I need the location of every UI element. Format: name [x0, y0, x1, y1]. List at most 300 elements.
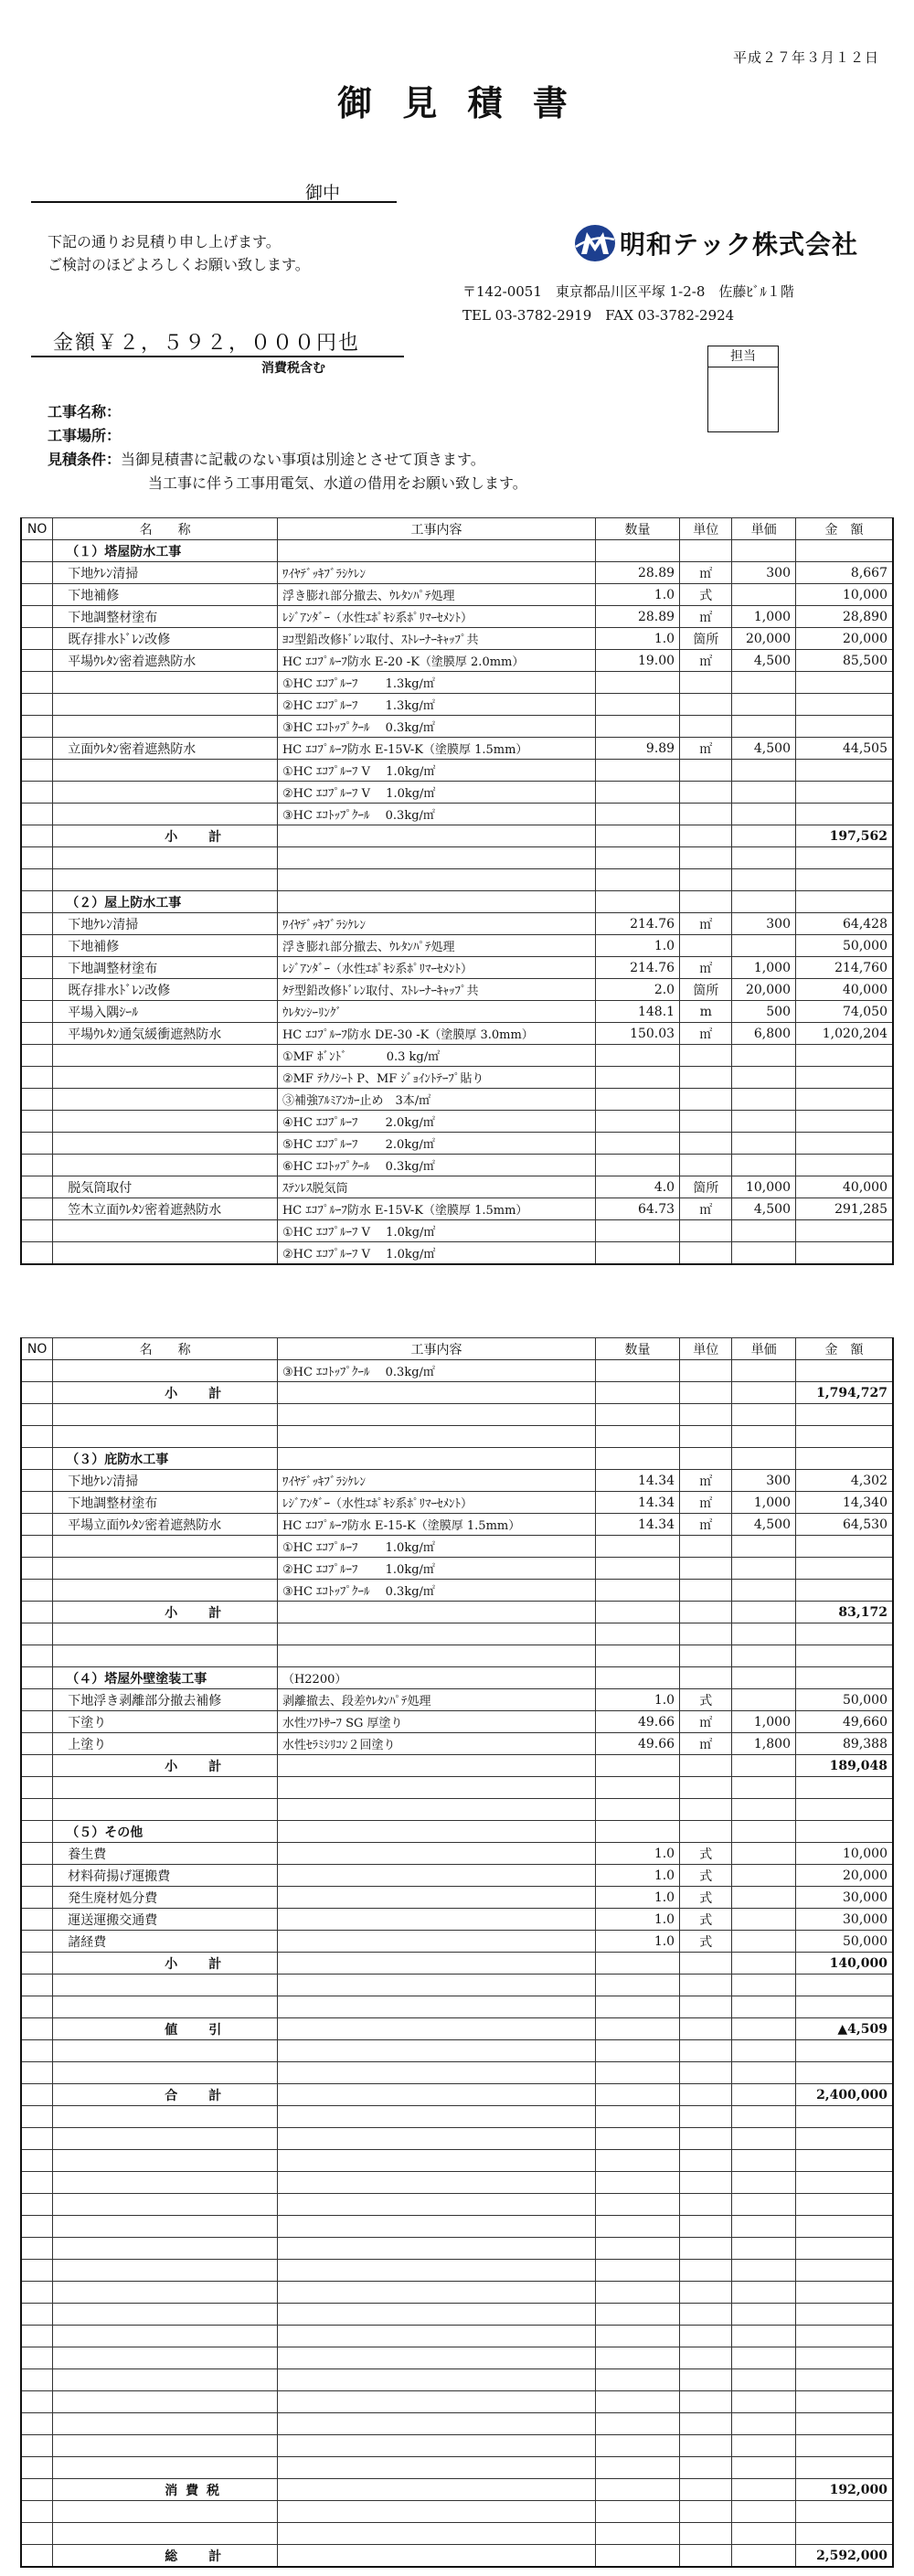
item-unit	[680, 2194, 732, 2216]
item-quantity	[595, 869, 679, 891]
subtotal-label: 総 計	[53, 2545, 278, 2568]
item-unit-price	[732, 935, 796, 957]
item-amount	[795, 1623, 893, 1645]
section-row	[21, 891, 893, 913]
cell-no	[21, 804, 53, 825]
item-unit-price: 4,500	[732, 1198, 796, 1220]
item-amount	[795, 869, 893, 891]
item-unit: ㎡	[680, 1733, 732, 1755]
item-amount	[795, 1089, 893, 1111]
item-unit-price	[732, 2172, 796, 2194]
table-row	[21, 804, 893, 825]
item-name	[53, 2326, 278, 2347]
cell-no	[21, 1887, 53, 1909]
item-unit-price	[732, 2457, 796, 2479]
item-amount	[795, 1996, 893, 2018]
item-quantity	[595, 1382, 679, 1404]
item-quantity	[595, 782, 679, 804]
item-quantity: 28.89	[595, 562, 679, 584]
item-unit-price: 4,500	[732, 1514, 796, 1536]
item-description	[277, 1975, 595, 1996]
item-description	[277, 1996, 595, 2018]
item-name	[53, 1111, 278, 1133]
table-row	[21, 1023, 893, 1045]
item-quantity	[595, 2194, 679, 2216]
item-name	[53, 782, 278, 804]
cell-no	[21, 2347, 53, 2369]
table-row	[21, 1242, 893, 1265]
table-row	[21, 1580, 893, 1602]
cell-no	[21, 1843, 53, 1865]
item-unit-price	[732, 2194, 796, 2216]
cell-no	[21, 2369, 53, 2391]
item-quantity	[595, 2369, 679, 2391]
item-unit: ㎡	[680, 1470, 732, 1492]
item-unit: ㎡	[680, 650, 732, 672]
item-description	[277, 2304, 595, 2326]
cell-no	[21, 1176, 53, 1198]
item-amount	[795, 1220, 893, 1242]
cell-no	[21, 2216, 53, 2238]
blank-row	[21, 2391, 893, 2413]
item-amount	[795, 2282, 893, 2304]
item-unit-price	[732, 2238, 796, 2260]
item-quantity	[595, 1558, 679, 1580]
item-description	[277, 1931, 595, 1953]
cell-no	[21, 1821, 53, 1843]
item-amount	[795, 2172, 893, 2194]
item-unit	[680, 2018, 732, 2040]
item-description: ｳﾚﾀﾝｼｰﾘﾝｸﾞ	[277, 1001, 595, 1023]
item-name	[53, 1777, 278, 1799]
item-amount	[795, 1536, 893, 1558]
item-quantity	[595, 1799, 679, 1821]
item-amount	[795, 1426, 893, 1448]
item-quantity	[595, 1536, 679, 1558]
item-quantity: 19.00	[595, 650, 679, 672]
item-description: ③HC ｴｺﾄｯﾌﾟｸｰﾙ 0.3kg/㎡	[277, 1360, 595, 1382]
item-quantity: 148.1	[595, 1001, 679, 1023]
cell-no	[21, 2545, 53, 2568]
item-amount: 50,000	[795, 1689, 893, 1711]
item-quantity	[595, 2018, 679, 2040]
header-name: 名 称	[53, 1338, 278, 1360]
item-description	[277, 2260, 595, 2282]
item-description	[277, 1404, 595, 1426]
cell-no	[21, 672, 53, 694]
item-unit	[680, 1133, 732, 1155]
intro-text	[48, 230, 310, 276]
table-row	[21, 1711, 893, 1733]
document-title: 御 見 積 書	[337, 83, 577, 123]
company-logo-icon	[574, 223, 616, 263]
table-row	[21, 716, 893, 738]
item-unit: m	[680, 1001, 732, 1023]
item-amount	[795, 2194, 893, 2216]
item-name: 下地補修	[53, 935, 278, 957]
item-description	[277, 2391, 595, 2413]
item-quantity: 28.89	[595, 606, 679, 628]
item-amount: 50,000	[795, 935, 893, 957]
item-unit	[680, 1045, 732, 1067]
table-row	[21, 1198, 893, 1220]
subtotal-label: 小 計	[53, 1602, 278, 1623]
section-row	[21, 1821, 893, 1843]
table-row	[21, 1558, 893, 1580]
item-unit-price	[732, 869, 796, 891]
subtotal-amount: ▲4,509	[795, 2018, 893, 2040]
item-unit-price	[732, 2369, 796, 2391]
cell-no	[21, 2172, 53, 2194]
item-unit-price	[732, 2150, 796, 2172]
item-amount	[795, 694, 893, 716]
subtotal-amount: 1,794,727	[795, 1382, 893, 1404]
item-name: 立面ｳﾚﾀﾝ密着遮熱防水	[53, 738, 278, 760]
item-unit	[680, 2172, 732, 2194]
item-unit-price	[732, 1133, 796, 1155]
item-quantity: 1.0	[595, 935, 679, 957]
item-unit-price	[732, 2523, 796, 2545]
item-quantity	[595, 2347, 679, 2369]
item-amount	[795, 1111, 893, 1133]
blank-row	[21, 869, 893, 891]
item-amount	[795, 1448, 893, 1470]
item-unit-price	[732, 2435, 796, 2457]
cell-no	[21, 913, 53, 935]
item-unit	[680, 1426, 732, 1448]
item-description: ③HC ｴｺﾄｯﾌﾟｸｰﾙ 0.3kg/㎡	[277, 1580, 595, 1602]
item-quantity	[595, 1448, 679, 1470]
cell-no	[21, 1089, 53, 1111]
item-description: HC ｴｺﾌﾟﾙｰﾌ防水 E-20 -K（塗膜厚 2.0mm）	[277, 650, 595, 672]
total-amount-line	[31, 327, 404, 357]
cell-no	[21, 1711, 53, 1733]
item-quantity	[595, 2523, 679, 2545]
item-unit-price	[732, 1536, 796, 1558]
item-description	[277, 540, 595, 562]
item-description: ﾀﾃ型鉛改修ﾄﾞﾚﾝ取付、ｽﾄﾚｰﾅｰｷｬｯﾌﾟ共	[277, 979, 595, 1001]
cell-no	[21, 2304, 53, 2326]
blank-row	[21, 1799, 893, 1821]
item-description: ﾜｲﾔﾃﾞｯｷﾌﾞﾗｼｹﾚﾝ	[277, 913, 595, 935]
item-quantity: 64.73	[595, 1198, 679, 1220]
company-phone-fax: TEL 03-3782-2919 FAX 03-3782-2924	[462, 307, 735, 324]
table-row	[21, 1536, 893, 1558]
item-amount: 14,340	[795, 1492, 893, 1514]
item-unit-price: 20,000	[732, 628, 796, 650]
item-name	[53, 1426, 278, 1448]
item-amount	[795, 1155, 893, 1176]
cell-no	[21, 562, 53, 584]
table-row	[21, 1887, 893, 1909]
addressee-suffix: 御中	[304, 183, 340, 203]
item-quantity	[595, 1155, 679, 1176]
cell-no	[21, 1931, 53, 1953]
item-unit-price: 1,000	[732, 1492, 796, 1514]
item-name	[53, 1975, 278, 1996]
header-name: 名 称	[53, 518, 278, 540]
staff-stamp-area	[708, 367, 778, 431]
item-unit-price	[732, 2304, 796, 2326]
item-name	[53, 1580, 278, 1602]
item-quantity	[595, 1975, 679, 1996]
item-amount	[795, 2369, 893, 2391]
item-quantity	[595, 2106, 679, 2128]
item-description	[277, 2172, 595, 2194]
item-name	[53, 1220, 278, 1242]
item-unit: ㎡	[680, 1514, 732, 1536]
subtotal-label: 小 計	[53, 1953, 278, 1975]
item-name: 下地調整材塗布	[53, 1492, 278, 1514]
item-quantity	[595, 2040, 679, 2062]
item-unit	[680, 716, 732, 738]
cell-no	[21, 1975, 53, 1996]
item-unit-price	[732, 1111, 796, 1133]
item-quantity	[595, 1045, 679, 1067]
item-description	[277, 2062, 595, 2084]
cell-no	[21, 1045, 53, 1067]
item-name: 諸経費	[53, 1931, 278, 1953]
cell-no	[21, 2040, 53, 2062]
item-name	[53, 1067, 278, 1089]
item-amount	[795, 1821, 893, 1843]
item-quantity	[595, 694, 679, 716]
table-row	[21, 1909, 893, 1931]
item-amount: 74,050	[795, 1001, 893, 1023]
section-title: （５）その他	[53, 1821, 278, 1843]
item-unit: ㎡	[680, 1198, 732, 1220]
item-amount: 64,530	[795, 1514, 893, 1536]
item-quantity	[595, 2062, 679, 2084]
item-description: ｽﾃﾝﾚｽ脱気筒	[277, 1176, 595, 1198]
item-description	[277, 2326, 595, 2347]
cell-no	[21, 540, 53, 562]
item-unit	[680, 1953, 732, 1975]
cell-no	[21, 1360, 53, 1382]
item-unit-price	[732, 1843, 796, 1865]
cell-no	[21, 1133, 53, 1155]
item-amount	[795, 1360, 893, 1382]
item-unit-price	[732, 2128, 796, 2150]
cell-no	[21, 957, 53, 979]
table-row	[21, 1111, 893, 1133]
item-unit	[680, 847, 732, 869]
item-unit	[680, 1089, 732, 1111]
header-description: 工事内容	[277, 518, 595, 540]
table-row	[21, 935, 893, 957]
item-description	[277, 2457, 595, 2479]
section-title: （４）塔屋外壁塗装工事	[53, 1667, 278, 1689]
item-unit	[680, 891, 732, 913]
blank-row	[21, 1975, 893, 1996]
item-amount: 64,428	[795, 913, 893, 935]
table-row	[21, 1067, 893, 1089]
item-unit-price	[732, 2084, 796, 2106]
cell-no	[21, 2194, 53, 2216]
header-amount: 金 額	[795, 518, 893, 540]
subtotal-row	[21, 825, 893, 847]
item-amount	[795, 1580, 893, 1602]
blank-row	[21, 2457, 893, 2479]
item-description: ⑥HC ｴｺﾄｯﾌﾟｸｰﾙ 0.3kg/㎡	[277, 1155, 595, 1176]
item-description	[277, 2282, 595, 2304]
table-row	[21, 782, 893, 804]
item-unit-price	[732, 1220, 796, 1242]
item-unit-price	[732, 1602, 796, 1623]
subtotal-amount: 189,048	[795, 1755, 893, 1777]
item-description	[277, 2128, 595, 2150]
item-amount: 10,000	[795, 1843, 893, 1865]
item-unit-price	[732, 2018, 796, 2040]
project-name-label: 工事名称：	[48, 403, 122, 420]
item-unit: ㎡	[680, 957, 732, 979]
cell-no	[21, 694, 53, 716]
item-unit	[680, 2216, 732, 2238]
item-amount	[795, 1133, 893, 1155]
item-quantity	[595, 1404, 679, 1426]
cell-no	[21, 1580, 53, 1602]
item-quantity	[595, 1667, 679, 1689]
item-quantity	[595, 1777, 679, 1799]
item-amount	[795, 2238, 893, 2260]
item-unit-price	[732, 1887, 796, 1909]
cell-no	[21, 628, 53, 650]
subtotal-row	[21, 2545, 893, 2568]
item-unit: ㎡	[680, 562, 732, 584]
item-description	[277, 2369, 595, 2391]
table-row	[21, 760, 893, 782]
cell-no	[21, 2018, 53, 2040]
item-unit: ㎡	[680, 1023, 732, 1045]
item-name	[53, 672, 278, 694]
subtotal-row	[21, 2018, 893, 2040]
item-description	[277, 1623, 595, 1645]
header-quantity: 数量	[595, 1338, 679, 1360]
item-name	[53, 2413, 278, 2435]
item-amount	[795, 782, 893, 804]
item-description	[277, 2347, 595, 2369]
item-unit-price	[732, 2282, 796, 2304]
item-unit	[680, 2501, 732, 2523]
item-description	[277, 1821, 595, 1843]
item-unit: 式	[680, 1887, 732, 1909]
item-description	[277, 1953, 595, 1975]
item-quantity: 150.03	[595, 1023, 679, 1045]
item-description	[277, 2194, 595, 2216]
item-name	[53, 2172, 278, 2194]
item-quantity: 1.0	[595, 1843, 679, 1865]
item-quantity: 4.0	[595, 1176, 679, 1198]
item-amount: 291,285	[795, 1198, 893, 1220]
subtotal-label: 合 計	[53, 2084, 278, 2106]
item-unit	[680, 672, 732, 694]
table-row	[21, 738, 893, 760]
item-amount	[795, 1404, 893, 1426]
item-quantity	[595, 1623, 679, 1645]
item-unit-price	[732, 2062, 796, 2084]
section-title: （２）屋上防水工事	[53, 891, 278, 913]
item-unit-price	[732, 2413, 796, 2435]
item-amount: 214,760	[795, 957, 893, 979]
cell-no	[21, 2128, 53, 2150]
item-description: ②HC ｴｺﾌﾟﾙｰﾌ 1.0kg/㎡	[277, 1558, 595, 1580]
item-amount	[795, 2216, 893, 2238]
item-name	[53, 2128, 278, 2150]
subtotal-row	[21, 1953, 893, 1975]
item-unit: 式	[680, 1843, 732, 1865]
cell-no	[21, 979, 53, 1001]
cell-no	[21, 1755, 53, 1777]
item-quantity: 214.76	[595, 957, 679, 979]
item-amount	[795, 1242, 893, 1265]
subtotal-amount: 197,562	[795, 825, 893, 847]
item-unit: 箇所	[680, 1176, 732, 1198]
cell-no	[21, 1220, 53, 1242]
item-unit	[680, 1667, 732, 1689]
item-quantity	[595, 825, 679, 847]
item-description	[277, 2501, 595, 2523]
item-quantity	[595, 540, 679, 562]
item-name	[53, 1360, 278, 1382]
cell-no	[21, 1426, 53, 1448]
item-description: 剥離撤去、段差ｳﾚﾀﾝﾊﾟﾃ処理	[277, 1689, 595, 1711]
item-description: ③HC ｴｺﾄｯﾌﾟｸｰﾙ 0.3kg/㎡	[277, 716, 595, 738]
item-unit	[680, 2523, 732, 2545]
item-description: ②HC ｴｺﾌﾟﾙｰﾌ 1.3kg/㎡	[277, 694, 595, 716]
item-quantity	[595, 760, 679, 782]
item-unit-price: 6,800	[732, 1023, 796, 1045]
blank-row	[21, 1996, 893, 2018]
item-amount	[795, 2523, 893, 2545]
intro-line-1: 下記の通りお見積り申し上げます。	[48, 233, 281, 250]
item-quantity	[595, 2304, 679, 2326]
estimate-conditions-label: 見積条件：	[48, 451, 122, 468]
item-amount	[795, 891, 893, 913]
item-quantity	[595, 847, 679, 869]
blank-row	[21, 2413, 893, 2435]
cell-no	[21, 1514, 53, 1536]
item-name	[53, 1996, 278, 2018]
item-amount	[795, 2040, 893, 2062]
item-description	[277, 2106, 595, 2128]
item-quantity	[595, 1602, 679, 1623]
item-name	[53, 1645, 278, 1667]
item-quantity	[595, 1821, 679, 1843]
cell-no	[21, 2260, 53, 2282]
item-description	[277, 1799, 595, 1821]
item-description: ①HC ｴｺﾌﾟﾙｰﾌ 1.3kg/㎡	[277, 672, 595, 694]
item-quantity	[595, 1242, 679, 1265]
item-amount	[795, 847, 893, 869]
table-row	[21, 694, 893, 716]
item-quantity	[595, 2545, 679, 2568]
item-amount: 20,000	[795, 628, 893, 650]
total-amount: 金額￥２，５９２，０００円也	[53, 332, 361, 355]
item-name	[53, 2435, 278, 2457]
item-quantity: 1.0	[595, 1865, 679, 1887]
cell-no	[21, 2238, 53, 2260]
item-unit-price	[732, 1931, 796, 1953]
item-unit-price	[732, 1667, 796, 1689]
item-amount	[795, 2128, 893, 2150]
item-description	[277, 1645, 595, 1667]
item-unit	[680, 2304, 732, 2326]
subtotal-amount: 2,400,000	[795, 2084, 893, 2106]
item-unit-price	[732, 2545, 796, 2568]
item-quantity	[595, 1996, 679, 2018]
cell-no	[21, 1558, 53, 1580]
item-amount: 1,020,204	[795, 1023, 893, 1045]
